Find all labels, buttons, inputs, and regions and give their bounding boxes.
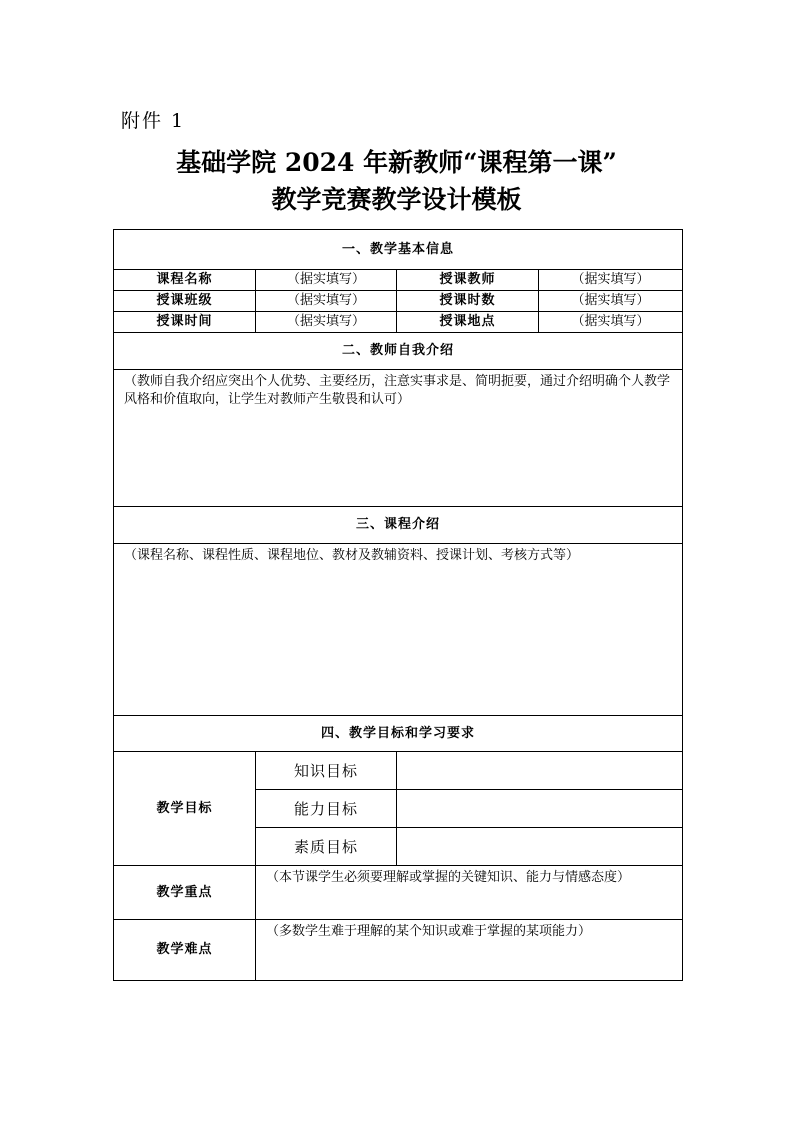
teacher-field[interactable]: （据实填写）: [539, 270, 683, 291]
hours-field[interactable]: （据实填写）: [539, 291, 683, 312]
quality-objective-field[interactable]: [397, 828, 683, 866]
quality-objective-label: 素质目标: [256, 828, 397, 866]
section1-heading: 一、教学基本信息: [114, 230, 683, 270]
attachment-label: 附件 1: [121, 110, 186, 132]
ability-objective-label: 能力目标: [256, 790, 397, 828]
class-label: 授课班级: [114, 291, 256, 312]
time-field[interactable]: （据实填写）: [256, 312, 397, 333]
section4-heading: 四、教学目标和学习要求: [114, 716, 683, 752]
location-field[interactable]: （据实填写）: [539, 312, 683, 333]
self-intro-field[interactable]: （教师自我介绍应突出个人优势、主要经历，注意实事求是、简明扼要，通过介绍明确个人教学风格和价值取向，让学生对教师产生敬畏和认可）: [114, 370, 683, 507]
knowledge-objective-field[interactable]: [397, 752, 683, 790]
knowledge-objective-label: 知识目标: [256, 752, 397, 790]
teacher-label: 授课教师: [397, 270, 539, 291]
lesson-design-form: [113, 229, 683, 981]
course-name-label: 课程名称: [114, 270, 256, 291]
objectives-label: 教学目标: [114, 752, 256, 866]
document-title-line1: 基础学院 2024 年新教师“课程第一课”: [176, 148, 617, 177]
difficulties-label: 教学难点: [114, 920, 256, 981]
info-row: [114, 312, 683, 333]
difficulties-field[interactable]: （多数学生难于理解的某个知识或难于掌握的某项能力）: [256, 920, 683, 981]
document-title-line2: 教学竞赛教学设计模板: [271, 185, 522, 214]
location-label: 授课地点: [397, 312, 539, 333]
section2-heading: 二、教师自我介绍: [114, 333, 683, 370]
key-points-label: 教学重点: [114, 866, 256, 920]
course-intro-field[interactable]: （课程名称、课程性质、课程地位、教材及教辅资料、授课计划、考核方式等）: [114, 544, 683, 716]
ability-objective-field[interactable]: [397, 790, 683, 828]
section3-heading: 三、课程介绍: [114, 507, 683, 544]
time-label: 授课时间: [114, 312, 256, 333]
info-row: [114, 270, 683, 291]
key-points-field[interactable]: （本节课学生必须要理解或掌握的关键知识、能力与情感态度）: [256, 866, 683, 920]
info-row: [114, 291, 683, 312]
hours-label: 授课时数: [397, 291, 539, 312]
course-name-field[interactable]: （据实填写）: [256, 270, 397, 291]
class-field[interactable]: （据实填写）: [256, 291, 397, 312]
